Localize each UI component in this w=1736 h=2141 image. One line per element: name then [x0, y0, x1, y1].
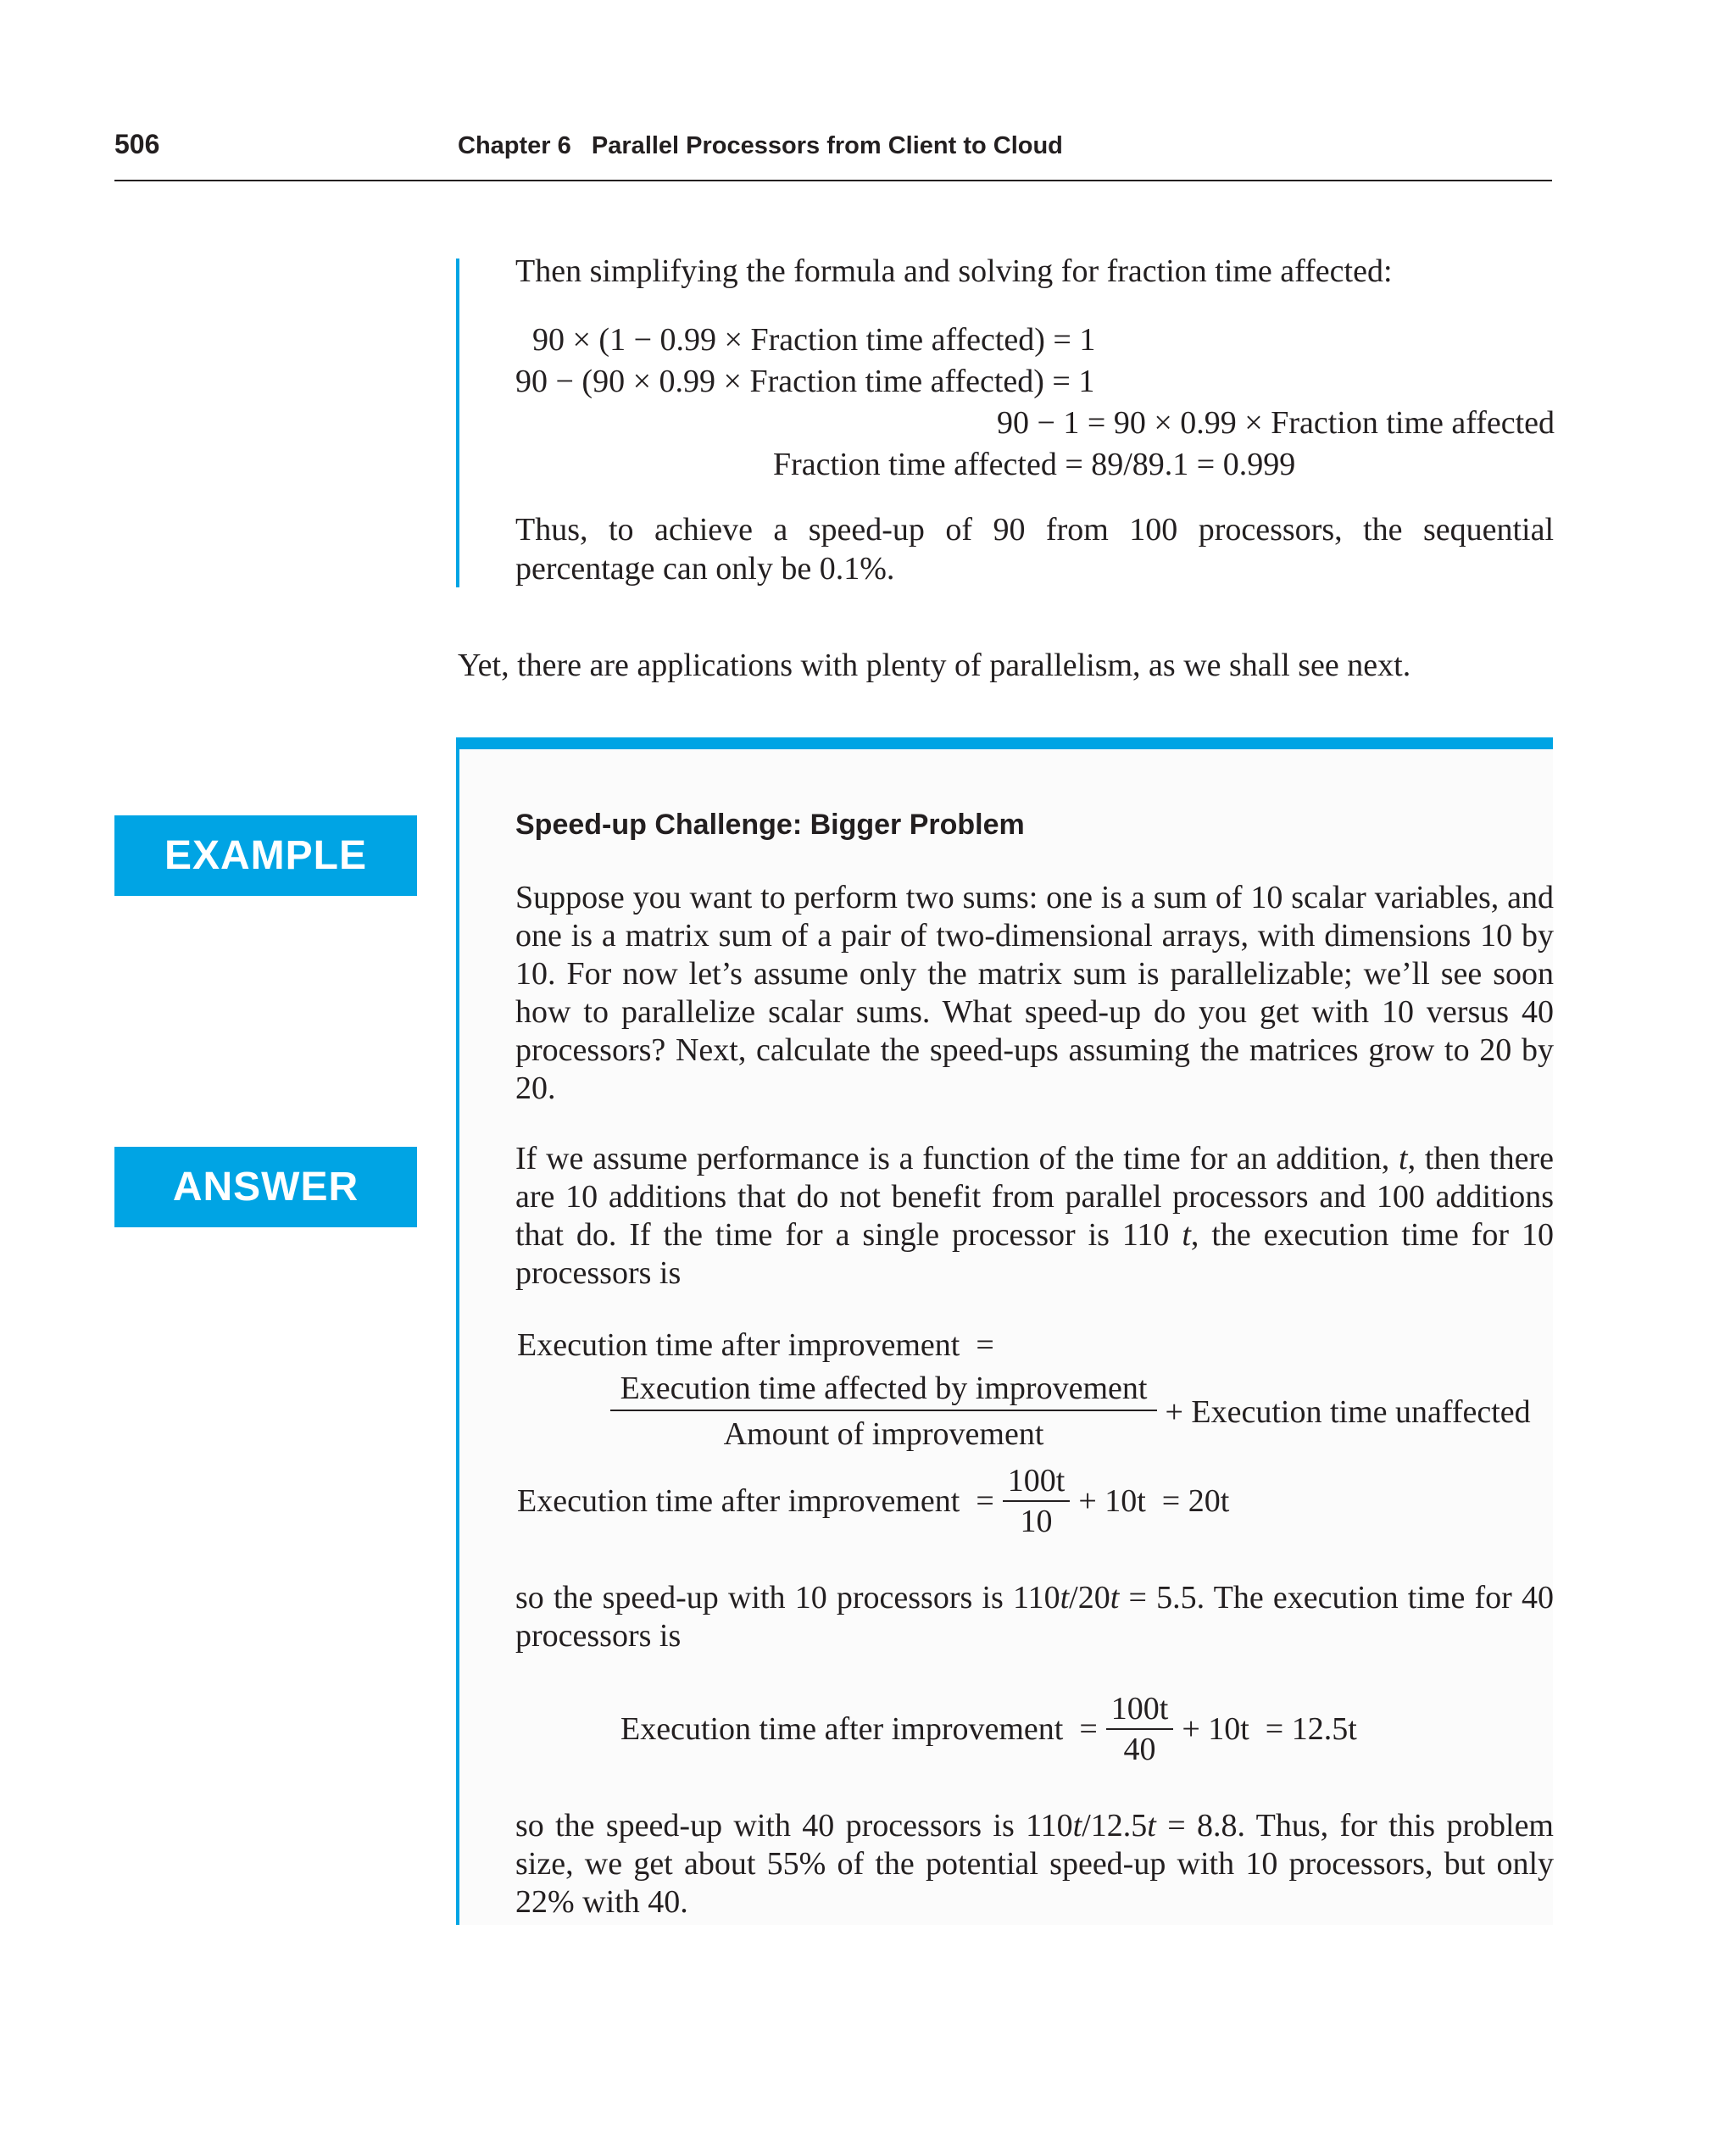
answer-tag: ANSWER — [114, 1147, 417, 1227]
header-rule — [114, 180, 1552, 181]
equation-tail: + Execution time unaffected — [1157, 1394, 1531, 1430]
transition-paragraph: Yet, there are applications with plenty of parallelism, as we shall see next. — [458, 648, 1411, 683]
text-segment: so the speed-up with 10 processors is 110 — [515, 1580, 1060, 1615]
example-box-top-rule — [456, 737, 1553, 749]
equation-tail: + 10t = 20t — [1078, 1483, 1230, 1519]
variable-t: t — [1060, 1580, 1070, 1615]
speedup-10-paragraph — [515, 1579, 1554, 1655]
equation-general-rhs — [610, 1367, 1531, 1457]
equation-line: 90 × (1 − 0.99 × Fraction time affected) = 1 — [532, 322, 1096, 358]
final-paragraph — [515, 1807, 1554, 1921]
equation-40-processors — [620, 1689, 1357, 1769]
example-title: Speed-up Challenge: Bigger Problem — [515, 809, 1025, 841]
fraction — [1003, 1461, 1071, 1541]
equation-line: 90 − (90 × 0.99 × Fraction time affected) = 1 — [515, 364, 1095, 399]
example-problem: Suppose you want to perform two sums: one is a sum of 10 scalar variables, and one is a matrix sum of a pair of two-dimensional arrays, with dimensions 10 by 10. For now let’s assume only the matrix sum is parallelizable; we’ll see soon how to parallelize scalar sums. What speed-up do you get with 10 versus 40 processors? Next, calculate the speed-ups assuming the matrices grow to 20 by 20. — [515, 880, 1554, 1106]
text-segment: so the speed-up with 40 processors is 110 — [515, 1808, 1073, 1843]
equation-line: 90 − 1 = 90 × 0.99 × Fraction time affected — [997, 405, 1555, 441]
text-segment: /20 — [1069, 1580, 1110, 1615]
equation-line: Fraction time affected = 89/89.1 = 0.999 — [773, 447, 1296, 482]
fraction-numerator: 100t — [1110, 1691, 1169, 1727]
text-segment: = 8.8. Thus, for this problem size, we get about 55% of the potential speed-up with 10 processors, but only 22% with 40. — [515, 1808, 1554, 1920]
fraction-numerator: Execution time affected by improvement — [620, 1371, 1148, 1406]
equation-general-lhs: Execution time after improvement = — [517, 1327, 994, 1363]
fraction-numerator: 100t — [1007, 1463, 1066, 1499]
equation-10-processors — [517, 1461, 1229, 1541]
variable-t: t — [1182, 1217, 1191, 1253]
fraction — [610, 1367, 1157, 1457]
example-tag: EXAMPLE — [114, 815, 417, 896]
text-segment: If we assume performance is a function of the time for an addition, — [515, 1141, 1399, 1176]
text-segment: = 5.5. The execution time for 40 processors is — [515, 1580, 1554, 1654]
equation-tail: + 10t = 12.5t — [1182, 1711, 1357, 1747]
variable-t: t — [1072, 1808, 1082, 1843]
text-segment: /12.5 — [1082, 1808, 1148, 1843]
equation-lhs: Execution time after improvement = — [517, 1483, 994, 1519]
variable-t: t — [1147, 1808, 1156, 1843]
fraction-denominator: 40 — [1106, 1728, 1174, 1769]
running-head: Chapter 6 Parallel Processors from Client to Cloud — [458, 132, 1063, 159]
sidebar-accent-line — [456, 259, 459, 587]
variable-t: t — [1110, 1580, 1120, 1615]
intro-paragraph: Then simplifying the formula and solving for fraction time affected: — [515, 253, 1393, 289]
conclusion-paragraph: Thus, to achieve a speed-up of 90 from 100 processors, the sequential percentage can only be 0.1%. — [515, 512, 1554, 587]
answer-intro — [515, 1140, 1554, 1293]
variable-t: t — [1399, 1141, 1408, 1176]
text-segment: , then there are 10 additions that do not benefit from parallel processors and 100 additions that do. If the time for a single processor is 110 — [515, 1141, 1554, 1253]
equation-lhs: Execution time after improvement = — [620, 1711, 1098, 1747]
fraction — [1106, 1689, 1174, 1769]
example-box-sidebar-line — [456, 749, 459, 1925]
fraction-denominator: Amount of improvement — [610, 1410, 1157, 1457]
page-number: 506 — [114, 129, 160, 159]
text-segment: , the execution time for 10 processors is — [515, 1217, 1554, 1291]
fraction-denominator: 10 — [1003, 1500, 1071, 1541]
